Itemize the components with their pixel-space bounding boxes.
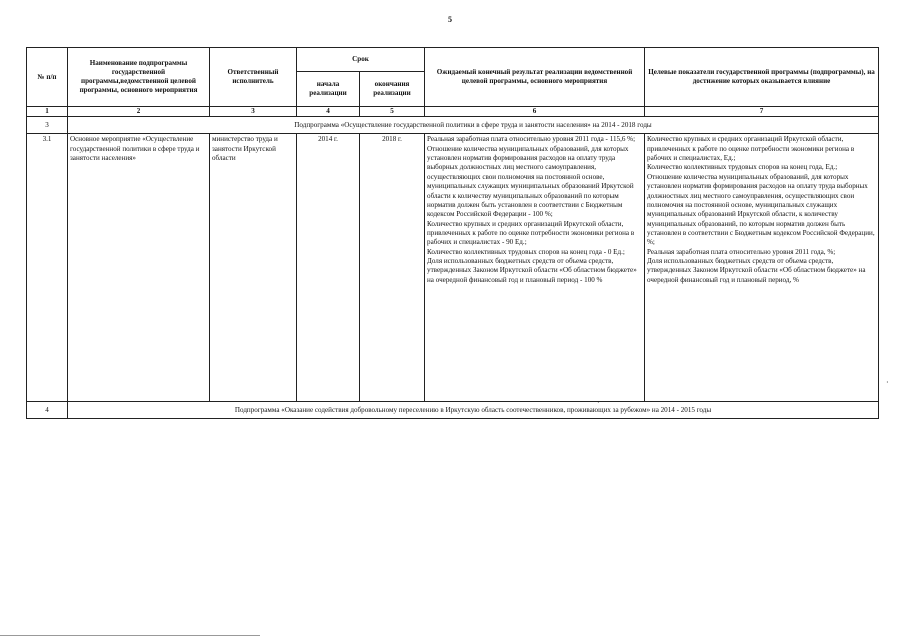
column-number: 1 [27, 107, 68, 117]
column-numbers-row [27, 107, 879, 117]
header-end: окончания реализации [360, 72, 425, 107]
header-start: начала реализации [297, 72, 360, 107]
program-table [26, 47, 879, 419]
end-year: 2018 г. [360, 134, 425, 402]
column-number: 4 [297, 107, 360, 117]
header-executor: Ответственный исполнитель [210, 48, 297, 107]
header-indicators: Целевые показатели государственной программы (подпрограммы), на достижение которых оказывается влияние [645, 48, 879, 107]
column-number: 2 [68, 107, 210, 117]
page-number: 5 [448, 15, 452, 24]
header-name: Наименование подпрограммы государственной программы,ведомственной целевой программы, основного мероприятия [68, 48, 210, 107]
header-num: № п/п [27, 48, 68, 107]
column-number: 5 [360, 107, 425, 117]
scan-speck: · [886, 378, 889, 387]
subprogram-title: Подпрограмма «Осуществление государственной политики в сфере труда и занятости населения» на 2014 - 2018 годы [68, 117, 879, 134]
table-row [27, 134, 879, 402]
header-result: Ожидаемый конечный результат реализации ведомственной целевой программы, основного мероприятия [425, 48, 645, 107]
start-year: 2014 г. [297, 134, 360, 402]
subprogram-number: 4 [27, 402, 68, 419]
row-number: 3.1 [27, 134, 68, 402]
column-number: 6 [425, 107, 645, 117]
subprogram-row [27, 402, 879, 419]
scan-speck: · [597, 398, 600, 407]
subprogram-number: 3 [27, 117, 68, 134]
expected-result: Реальная заработная плата относительно уровня 2011 года - 115,6 %; Отношение количества муниципальных образований, для которых установлен норматив формирования расходов на оплату труда выборных должностных лиц местного самоуправления, осуществляющих свои полномочия на постоянной основе, муниципальных служащих муниципальных образований Иркутской области к количеству муниципальных образований по которым норматив должен быть установлен в соответствии с Бюджетным кодексом Российской Федерации - 100 %; Количество крупных и средних организаций Иркутской области, привлеченных к работе по оценке потребности экономики региона в рабочих и специалистах - 90 Ед.; Количество коллективных трудовых споров на конец года - 0 Ед.; Доля использованных бюджетных средств от объема средств, утвержденных Законом Иркутской области «Об областном бюджете» на очередной финансовый год и плановый период - 100 % [425, 134, 645, 402]
responsible-executor: министерство труда и занятости Иркутской области [210, 134, 297, 402]
target-indicators: Количество крупных и средних организаций Иркутской области, привлеченных к работе по оценке потребности экономики региона в рабочих и специалистах, Ед.; Количество коллективных трудовых споров на конец года, Ед.; Отношение количества муниципальных образований, для которых установлен норматив формирования расходов на оплату труда выборных должностных лиц местного самоуправления, осуществляющих свои полномочия на постоянной основе, муниципальных служащих муниципальных образований Иркутской области, к количеству муниципальных образований, по которым норматив должен быть установлен в соответствии с Бюджетным кодексом Российской Федерации, %; Реальная заработная плата относительно уровня 2011 года, %; Доля использованных бюджетных средств от объема средств, утвержденных Законом Иркутской области «Об областном бюджете» на очередной финансовый год и плановый период, % [645, 134, 879, 402]
header-term: Срок [297, 48, 425, 72]
column-number: 7 [645, 107, 879, 117]
subprogram-title: Подпрограмма «Оказание содействия добровольному переселению в Иркутскую область соотечественников, проживающих за рубежом» на 2014 - 2015 годы [68, 402, 879, 419]
column-number: 3 [210, 107, 297, 117]
activity-name: Основное мероприятие «Осуществление государственной политики в сфере труда и занятости населения» [68, 134, 210, 402]
footer-rule [0, 635, 260, 636]
subprogram-row [27, 117, 879, 134]
